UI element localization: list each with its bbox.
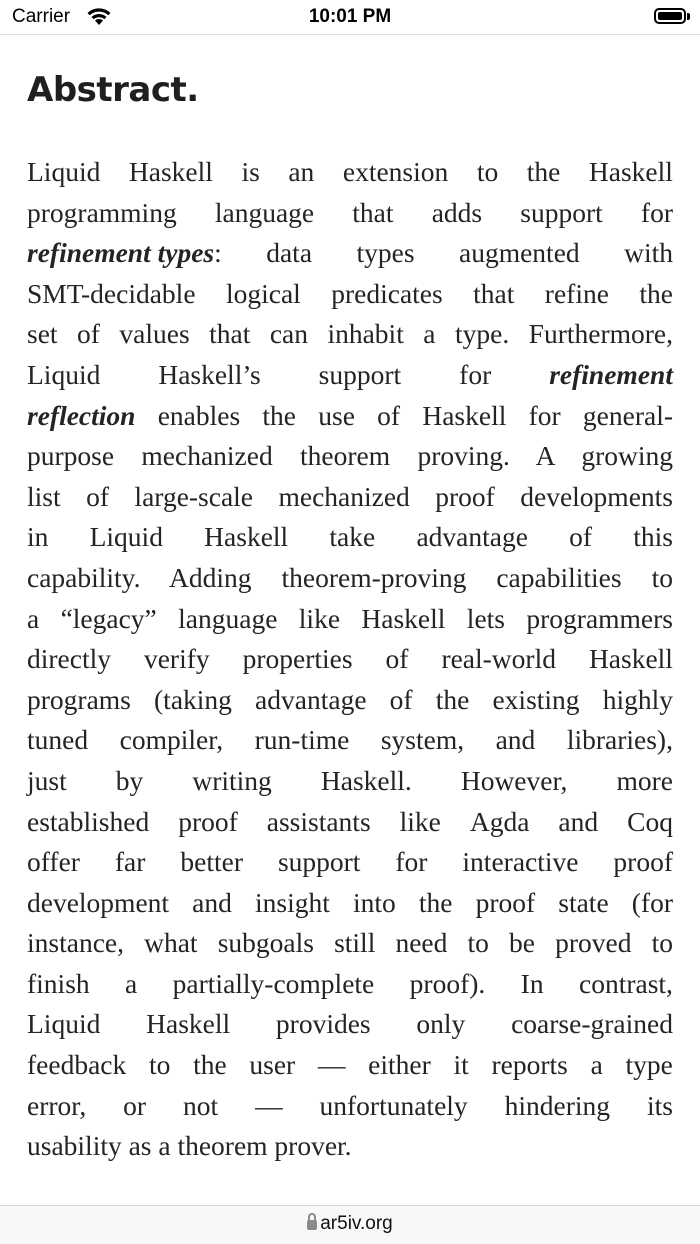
word: — xyxy=(255,1089,283,1121)
word-group xyxy=(193,1045,227,1086)
word: like xyxy=(399,805,441,837)
word-group xyxy=(27,1045,126,1086)
word-group xyxy=(459,233,580,274)
word: with xyxy=(624,237,673,269)
word-group xyxy=(192,761,271,802)
word-group xyxy=(320,1086,468,1127)
word: hindering xyxy=(504,1089,611,1121)
word: finish xyxy=(27,967,90,999)
word: support xyxy=(318,358,402,390)
word-group xyxy=(27,517,48,558)
word-group xyxy=(149,1045,170,1086)
word-group xyxy=(116,761,144,802)
word: of xyxy=(569,521,593,553)
word-group xyxy=(462,842,578,883)
word-group xyxy=(639,274,673,315)
word: language xyxy=(214,196,315,228)
word-group xyxy=(416,1004,465,1045)
word: the xyxy=(639,277,673,309)
word: However, xyxy=(460,764,568,796)
word: unfortunately xyxy=(319,1089,468,1121)
word-group xyxy=(352,193,393,234)
word: a xyxy=(590,1049,603,1081)
word-group xyxy=(180,842,243,883)
word-group xyxy=(626,1045,673,1086)
word: advantage xyxy=(416,521,528,553)
word: Haskell xyxy=(588,643,673,675)
word-group xyxy=(27,842,80,883)
word: programming xyxy=(27,196,177,228)
word: for xyxy=(640,196,673,228)
word-group xyxy=(318,1045,346,1086)
word-group xyxy=(505,1086,610,1127)
word: Haskell xyxy=(588,156,673,187)
word: proof). xyxy=(409,967,486,999)
word-group xyxy=(27,233,222,274)
word: Haskell’s xyxy=(158,358,261,390)
word: take xyxy=(329,521,376,553)
word-group xyxy=(329,517,375,558)
status-bar xyxy=(0,0,700,35)
word: and xyxy=(558,805,599,837)
word: feedback xyxy=(27,1049,127,1081)
word: data xyxy=(266,237,313,269)
word: in xyxy=(27,521,49,553)
abstract-paragraph xyxy=(27,152,673,1167)
word: it xyxy=(453,1049,469,1081)
word: writing xyxy=(192,764,272,796)
word-group xyxy=(441,639,556,680)
word: verify xyxy=(143,643,210,675)
word-group xyxy=(241,152,259,193)
word-group xyxy=(183,1086,218,1127)
word-group xyxy=(144,639,210,680)
word: that xyxy=(352,196,394,228)
word-group xyxy=(27,152,100,193)
word-group xyxy=(249,1045,295,1086)
word-group xyxy=(589,639,673,680)
word: only xyxy=(416,1008,466,1040)
word: assistants xyxy=(266,805,371,837)
text-line xyxy=(27,152,673,193)
word-group xyxy=(27,802,149,843)
word-group xyxy=(470,802,530,843)
word-group xyxy=(567,720,673,761)
word-group xyxy=(115,842,146,883)
word-group xyxy=(453,1045,468,1086)
word-group xyxy=(331,274,442,315)
word: Liquid xyxy=(27,1008,101,1040)
word-group xyxy=(27,720,88,761)
word: predicates xyxy=(331,277,443,309)
word-group xyxy=(459,355,491,396)
word: type xyxy=(625,1049,673,1081)
word: just xyxy=(27,764,67,796)
text-line xyxy=(27,720,673,761)
text-line: instance, what subgoals still need to be proved to xyxy=(27,927,673,959)
word: run-time xyxy=(254,724,350,756)
word-group xyxy=(579,964,673,1005)
word-group xyxy=(410,964,486,1005)
word-group xyxy=(589,152,673,193)
word-group xyxy=(473,274,514,315)
word-group xyxy=(276,1004,371,1045)
word-group xyxy=(226,274,301,315)
text-line xyxy=(27,274,673,315)
word-group xyxy=(267,802,371,843)
word: support xyxy=(520,196,603,228)
word: support xyxy=(277,846,361,878)
word-group xyxy=(558,802,598,843)
word: tuned xyxy=(27,724,89,756)
word-group xyxy=(521,964,544,1005)
word: Haskell. xyxy=(320,764,412,796)
word-group xyxy=(123,1086,146,1127)
word-group xyxy=(400,802,441,843)
carrier-label: Carrier xyxy=(12,6,71,27)
word: adds xyxy=(431,196,483,228)
word-group xyxy=(321,761,412,802)
word: : xyxy=(214,237,222,269)
word: offer xyxy=(27,846,80,878)
word: far xyxy=(114,846,146,878)
word: Liquid xyxy=(27,358,101,390)
word: Liquid xyxy=(27,156,101,187)
word: coarse-grained xyxy=(511,1008,673,1040)
word-group xyxy=(527,152,561,193)
word: Haskell xyxy=(146,1008,231,1040)
word: contrast, xyxy=(579,967,673,999)
word-group xyxy=(215,193,314,234)
word: proof xyxy=(613,846,673,878)
word: augmented xyxy=(459,237,580,269)
word: — xyxy=(317,1049,346,1081)
word-group xyxy=(204,517,288,558)
word-group xyxy=(477,152,498,193)
url-text: ar5iv.org xyxy=(320,1213,393,1234)
word: libraries), xyxy=(566,724,673,756)
word: for xyxy=(459,358,492,390)
lock-icon xyxy=(307,1220,317,1230)
word-group xyxy=(288,152,314,193)
text-line: usability as a theorem prover. xyxy=(27,1130,352,1162)
word-group xyxy=(591,1045,603,1086)
word-group xyxy=(520,193,603,234)
word-group xyxy=(356,233,414,274)
word-group xyxy=(491,1045,567,1086)
word-group xyxy=(624,233,673,274)
word-group xyxy=(27,274,196,315)
word-group xyxy=(461,761,568,802)
section-heading: Abstract. xyxy=(27,70,199,110)
word: Haskell xyxy=(128,156,213,187)
word-group xyxy=(416,517,527,558)
word-group xyxy=(381,720,464,761)
word-group xyxy=(627,802,673,843)
word: the xyxy=(526,156,561,187)
battery-full-icon xyxy=(654,8,686,24)
emphasis-term: refinement types xyxy=(27,237,215,269)
text-line xyxy=(27,1045,673,1086)
url-display[interactable] xyxy=(0,1213,700,1235)
word-group xyxy=(616,761,673,802)
word: to xyxy=(148,1049,171,1081)
word: properties xyxy=(242,643,353,675)
word: this xyxy=(633,521,673,553)
url-bar[interactable] xyxy=(0,1205,700,1244)
word-group xyxy=(647,1086,673,1127)
word: system, xyxy=(380,724,465,756)
word-group xyxy=(27,355,100,396)
word-group xyxy=(613,842,673,883)
word: its xyxy=(646,1089,673,1121)
word: is xyxy=(241,156,260,187)
word: Coq xyxy=(627,805,673,837)
word: for xyxy=(395,846,428,878)
word-group xyxy=(545,274,609,315)
word: to xyxy=(476,156,499,187)
word: types xyxy=(356,237,415,269)
word: interactive xyxy=(462,846,579,878)
text-line: a “legacy” language like Haskell lets programmers xyxy=(27,602,673,634)
word-group xyxy=(395,842,427,883)
word-group xyxy=(173,964,375,1005)
word: that xyxy=(473,277,515,309)
word: refine xyxy=(544,277,609,309)
text-line xyxy=(27,1004,673,1045)
text-line: development and insight into the proof state (for xyxy=(27,886,673,918)
word-group xyxy=(266,233,312,274)
text-line xyxy=(27,842,673,883)
word-group xyxy=(278,842,361,883)
word-group xyxy=(27,1086,86,1127)
word: or xyxy=(123,1089,147,1121)
text-line xyxy=(27,639,673,680)
word: by xyxy=(115,764,144,796)
word-group xyxy=(243,639,353,680)
word: better xyxy=(180,846,243,878)
word: not xyxy=(183,1089,219,1121)
text-line xyxy=(27,355,673,396)
word: real-world xyxy=(441,643,556,675)
word: directly xyxy=(27,643,111,675)
word: logical xyxy=(225,277,301,309)
word: either xyxy=(368,1049,431,1081)
text-line: purpose mechanized theorem proving. A growing xyxy=(27,440,673,472)
word: user xyxy=(249,1049,296,1081)
word-group xyxy=(129,152,213,193)
text-line: capability. Adding theorem-proving capabilities to xyxy=(27,561,673,593)
word-group xyxy=(343,152,448,193)
word: Agda xyxy=(469,805,530,837)
text-line: programs (taking advantage of the existing highly xyxy=(27,683,673,715)
word-group xyxy=(27,639,111,680)
word-group xyxy=(511,1004,673,1045)
word-group xyxy=(319,355,402,396)
word: Haskell xyxy=(204,521,289,553)
word-group xyxy=(368,1045,431,1086)
word: partially-complete xyxy=(172,967,375,999)
word-group xyxy=(178,802,238,843)
word-group xyxy=(146,1004,230,1045)
word: and xyxy=(495,724,536,756)
word-group xyxy=(27,1004,100,1045)
word: the xyxy=(193,1049,227,1081)
word-group xyxy=(125,964,137,1005)
word-group xyxy=(569,517,592,558)
word-group xyxy=(158,355,260,396)
word-group xyxy=(432,193,482,234)
word-group xyxy=(27,964,90,1005)
text-line: list of large-scale mechanized proof developments xyxy=(27,480,673,512)
word: reports xyxy=(491,1049,568,1081)
word-group xyxy=(120,720,224,761)
text-line xyxy=(27,193,673,234)
word: an xyxy=(288,156,315,187)
word: In xyxy=(520,967,544,999)
battery-tip xyxy=(687,13,690,20)
text-line: set of values that can inhabit a type. Furthermore, xyxy=(27,318,673,350)
text-line xyxy=(27,964,673,1005)
word: more xyxy=(616,764,673,796)
article xyxy=(27,60,673,1162)
word-group xyxy=(90,517,163,558)
word: compiler, xyxy=(119,724,224,756)
text-line: reflection enables the use of Haskell for general- xyxy=(27,399,673,431)
word-group xyxy=(496,720,536,761)
word-group xyxy=(255,1086,283,1127)
word-group xyxy=(549,355,673,396)
word-group xyxy=(386,639,409,680)
word: a xyxy=(125,967,138,999)
word: SMT-decidable xyxy=(27,277,196,309)
emphasis-term: reflection xyxy=(27,399,136,431)
word: Liquid xyxy=(89,521,163,553)
emphasis-term: refinement xyxy=(549,358,673,390)
text-line xyxy=(27,761,673,802)
word-group xyxy=(641,193,673,234)
word: of xyxy=(385,643,409,675)
word-group xyxy=(633,517,673,558)
word: proof xyxy=(178,805,238,837)
clock: 10:01 PM xyxy=(308,6,392,27)
text-line xyxy=(27,1086,673,1127)
text-line xyxy=(27,517,673,558)
word: extension xyxy=(342,156,449,187)
word: established xyxy=(27,805,150,837)
text-line xyxy=(27,802,673,843)
word-group xyxy=(27,761,67,802)
word-group xyxy=(27,193,177,234)
text-line xyxy=(27,233,673,274)
word: error, xyxy=(27,1089,87,1121)
word-group xyxy=(255,720,350,761)
word: provides xyxy=(275,1008,371,1040)
